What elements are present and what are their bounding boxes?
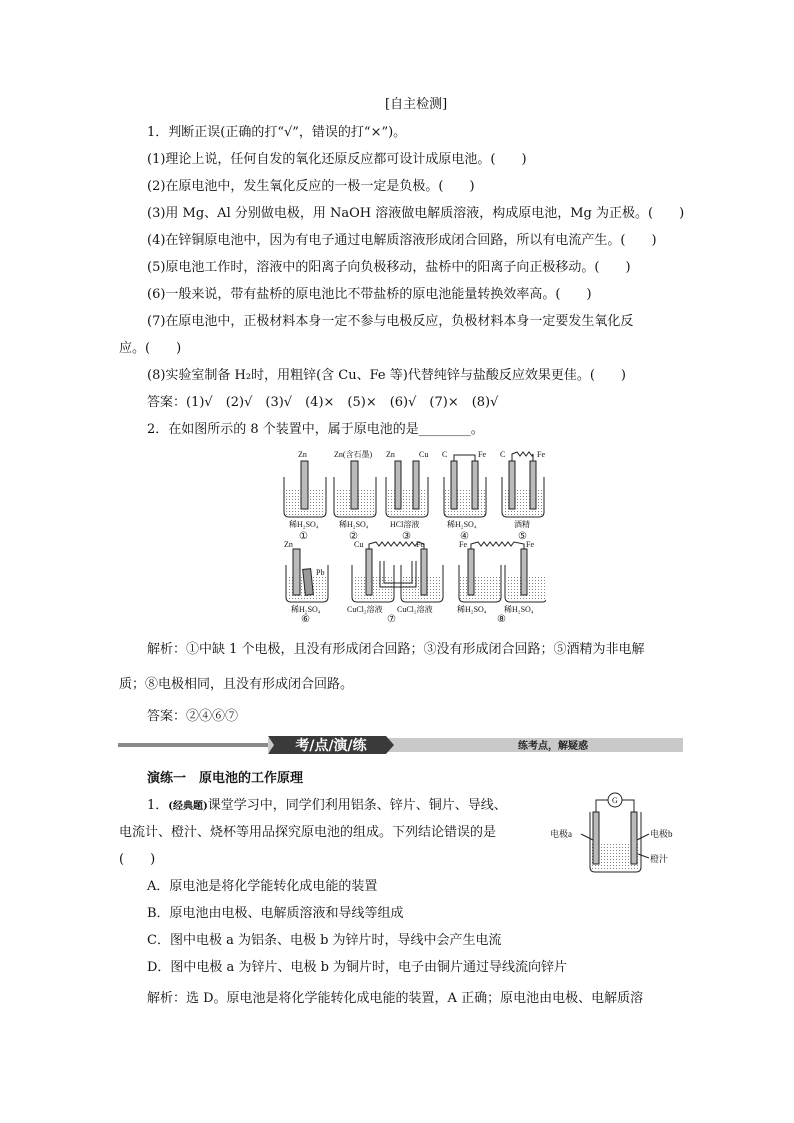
practice-q1-line-3: ( ) bbox=[119, 852, 156, 867]
d8-solution-right-label: 稀H₂SO₄ bbox=[504, 605, 534, 614]
d1-number: ① bbox=[299, 531, 308, 542]
q1-item-2: (2)在原电池中，发生氧化反应的一极一定是负极。( ) bbox=[147, 179, 475, 194]
q1-stem: 1．判断正误(正确的打“√”，错误的打“×”)。 bbox=[147, 125, 407, 140]
d6-right-label: Pb bbox=[316, 568, 325, 577]
section-title: [自主检测] bbox=[385, 97, 448, 112]
d4-right-label: Fe bbox=[478, 450, 486, 459]
d5-left-label: C bbox=[500, 450, 506, 459]
option-c: C．图中电极 a 为铝条、电极 b 为锌片时，导线中会产生电流 bbox=[147, 933, 502, 948]
d3-left-label: Zn bbox=[386, 450, 395, 459]
d3-right-label: Cu bbox=[419, 450, 429, 459]
option-d: D．图中电极 a 为锌片、电极 b 为铜片时，电子由铜片通过导线流向锌片 bbox=[147, 960, 568, 975]
q1-answer: 答案：(1)√ (2)√ (3)√ (4)× (5)× (6)√ (7)× (8)√ bbox=[147, 395, 499, 410]
d8-right-label: Fe bbox=[526, 540, 534, 549]
q2-apparatus-figure bbox=[276, 447, 546, 622]
q1-item-8: (8)实验室制备 H₂时，用粗锌(含 Cu、Fe 等)代替纯锌与盐酸反应效果更佳。( ) bbox=[147, 368, 626, 383]
practice-q1-number: 1． bbox=[147, 798, 169, 813]
d7-solution-right-label: CuCl₂溶液 bbox=[397, 605, 433, 614]
practice-q1-text: 课堂学习中，同学们利用铝条、锌片、铜片、导线、 bbox=[207, 798, 507, 813]
d5-number: ⑤ bbox=[518, 531, 527, 542]
d4-solution-label: 稀H₂SO₄ bbox=[447, 520, 477, 529]
d7-right-label: Fe bbox=[416, 540, 424, 549]
d7-number: ⑦ bbox=[387, 614, 396, 622]
q1-item-7: (7)在原电池中，正极材料本身一定不参与电极反应，负极材料本身一定要发生氧化反 bbox=[147, 314, 634, 329]
galvanometer-label: G bbox=[612, 796, 618, 805]
banner-subtitle: 练考点，解疑惑 bbox=[518, 741, 588, 752]
galvanic-cell-figure bbox=[546, 792, 686, 877]
d3-solution-label: HCl溶液 bbox=[390, 520, 420, 529]
d2-electrode-label: Zn(含石墨) bbox=[334, 450, 373, 459]
q2-answer: 答案：②④⑥⑦ bbox=[147, 709, 239, 724]
q1-item-5: (5)原电池工作时，溶液中的阳离子向负极移动，盐桥中的阳离子向正极移动。( ) bbox=[147, 260, 631, 275]
practice-q1-line-2: 电流计、橙汁、烧杯等用品探究原电池的组成。下列结论错误的是 bbox=[119, 825, 497, 840]
q1-item-3: (3)用 Mg、Al 分别做电极，用 NaOH 溶液做电解质溶液，构成原电池，Mg 为正极。( ) bbox=[147, 206, 685, 221]
q2-stem: 2．在如图所示的 8 个装置中，属于原电池的是________。 bbox=[147, 422, 484, 437]
d8-number: ⑧ bbox=[497, 614, 506, 622]
d2-solution-label: 稀H₂SO₄ bbox=[339, 520, 369, 529]
d8-left-label: Fe bbox=[459, 540, 467, 549]
practice-analysis: 解析：选 D。原电池是将化学能转化成电能的装置，A 正确；原电池由电极、电解质溶 bbox=[147, 991, 644, 1006]
d6-left-label: Zn bbox=[284, 540, 293, 549]
q2-analysis-line-2: 质；⑧电极相同，且没有形成闭合回路。 bbox=[119, 677, 354, 692]
d5-right-label: Fe bbox=[537, 450, 545, 459]
d5-solution-label: 酒精 bbox=[514, 520, 530, 529]
q1-item-7-cont: 应。( ) bbox=[119, 341, 182, 356]
practice-q1-line-1 bbox=[147, 797, 507, 816]
juice-label: 橙汁 bbox=[650, 854, 669, 864]
q1-item-1: (1)理论上说，任何自发的氧化还原反应都可设计成原电池。( ) bbox=[147, 152, 527, 167]
d7-solution-left-label: CuCl₂溶液 bbox=[347, 605, 383, 614]
option-b: B．原电池由电极、电解质溶液和导线等组成 bbox=[147, 906, 404, 921]
d3-number: ③ bbox=[402, 531, 411, 542]
d6-number: ⑥ bbox=[301, 614, 310, 622]
q2-analysis-line-1: 解析：①中缺 1 个电极，且没有形成闭合回路；③没有形成闭合回路；⑤酒精为非电解 bbox=[147, 642, 645, 657]
option-a: A．原电池是将化学能转化成电能的装置 bbox=[147, 879, 378, 894]
practice-heading: 演练一 原电池的工作原理 bbox=[147, 771, 304, 786]
banner-title: 考/点/演/练 bbox=[295, 738, 367, 754]
d1-solution-label: 稀H₂SO₄ bbox=[289, 520, 319, 529]
d2-number: ② bbox=[349, 531, 358, 542]
d1-electrode-label: Zn bbox=[298, 450, 307, 459]
d6-solution-label: 稀H₂SO₄ bbox=[291, 605, 321, 614]
practice-q1-tag: (经典题) bbox=[168, 801, 208, 812]
electrode-b-label: 电极b bbox=[650, 829, 673, 839]
electrode-a-label: 电极a bbox=[550, 829, 572, 839]
d4-number: ④ bbox=[460, 531, 469, 542]
d8-solution-left-label: 稀H₂SO₄ bbox=[457, 605, 487, 614]
section-banner bbox=[118, 734, 683, 756]
q1-item-4: (4)在锌铜原电池中，因为有电子通过电解质溶液形成闭合回路，所以有电流产生。( ) bbox=[147, 233, 657, 248]
d4-left-label: C bbox=[442, 450, 448, 459]
q1-item-6: (6)一般来说，带有盐桥的原电池比不带盐桥的原电池能量转换效率高。( ) bbox=[147, 287, 592, 302]
d7-left-label: Cu bbox=[354, 540, 364, 549]
